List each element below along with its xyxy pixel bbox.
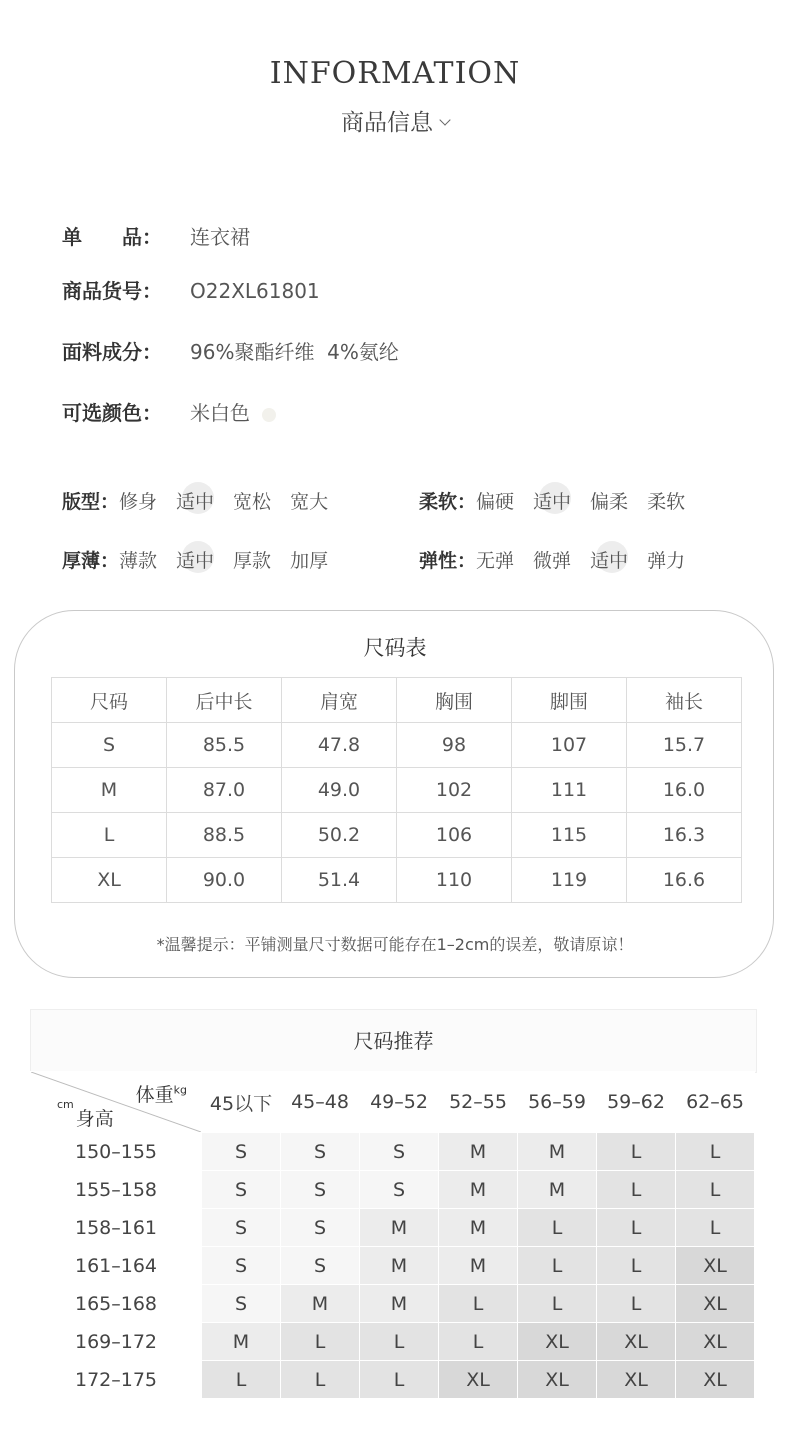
table-row [31, 1171, 755, 1209]
height-range-cell: 169–172 [31, 1323, 202, 1361]
recommended-size-cell: L [518, 1247, 597, 1285]
recommended-size-cell: S [202, 1171, 281, 1209]
recommended-size-cell: XL [597, 1323, 676, 1361]
table-cell: 111 [512, 768, 627, 813]
table-cell: M [52, 768, 167, 813]
attr-option-selected: 适中 [176, 487, 214, 514]
attr-option: 微弹 [533, 550, 572, 572]
height-range-cell: 161–164 [31, 1247, 202, 1285]
weight-header-cell: 49–52 [360, 1072, 439, 1133]
table-cell: 90.0 [167, 858, 282, 903]
table-header-cell: 肩宽 [282, 678, 397, 723]
weight-header-cell: 62–65 [676, 1072, 755, 1133]
attr-softness [419, 487, 704, 514]
recommended-size-cell: S [202, 1285, 281, 1323]
table-cell: 49.0 [282, 768, 397, 813]
info-value: 连衣裙 [190, 225, 250, 249]
attr-label: 柔软： [419, 491, 477, 513]
table-cell: 102 [397, 768, 512, 813]
size-chart-table [51, 677, 742, 903]
table-cell: 50.2 [282, 813, 397, 858]
info-label: 可选颜色： [62, 401, 162, 425]
recommended-size-cell: L [597, 1209, 676, 1247]
recommended-size-cell: M [360, 1209, 439, 1247]
recommended-size-cell: L [360, 1361, 439, 1399]
recommended-size-cell: M [439, 1209, 518, 1247]
size-chart-title: 尺码表 [363, 636, 427, 660]
recommended-size-cell: L [439, 1323, 518, 1361]
recommended-size-cell: L [676, 1209, 755, 1247]
recommended-size-cell: XL [597, 1361, 676, 1399]
recommended-size-cell: S [281, 1171, 360, 1209]
weight-header-cell: 56–59 [518, 1072, 597, 1133]
attr-option: 厚款 [233, 550, 272, 572]
recommended-size-cell: L [597, 1171, 676, 1209]
recommended-size-cell: L [597, 1285, 676, 1323]
recommended-size-cell: XL [676, 1285, 755, 1323]
height-axis-label: $^{cm}$身高 [57, 1097, 114, 1130]
height-range-cell: 155–158 [31, 1171, 202, 1209]
recommended-size-cell: S [281, 1133, 360, 1171]
info-label: 商品货号： [62, 279, 162, 303]
attr-elasticity [419, 546, 704, 573]
info-title-cn-label: 商品信息 [341, 110, 433, 136]
recommended-size-cell: XL [676, 1323, 755, 1361]
info-label: 面料成分： [62, 340, 162, 364]
recommended-size-cell: S [360, 1171, 439, 1209]
weight-axis-label: 体重$^{kg}$ [135, 1083, 187, 1106]
weight-header-cell: 45–48 [281, 1072, 360, 1133]
attr-option: 修身 [119, 491, 158, 513]
recommended-size-cell: M [518, 1133, 597, 1171]
table-header-cell: 胸围 [397, 678, 512, 723]
table-cell: XL [52, 858, 167, 903]
recommended-size-cell: S [202, 1133, 281, 1171]
recommended-size-cell: S [202, 1247, 281, 1285]
attr-option: 薄款 [119, 550, 158, 572]
recommended-size-cell: M [281, 1285, 360, 1323]
attr-option: 偏硬 [476, 491, 515, 513]
recommended-size-cell: M [518, 1171, 597, 1209]
size-chart-note: *温馨提示：平铺测量尺寸数据可能存在1–2cm的误差，敬请原谅！ [156, 935, 634, 954]
attr-option-selected: 适中 [176, 546, 214, 573]
recommended-size-cell: XL [518, 1361, 597, 1399]
table-cell: 110 [397, 858, 512, 903]
attr-option: 柔软 [647, 491, 686, 513]
recommend-header-row [31, 1072, 755, 1133]
attr-option: 弹力 [647, 550, 686, 572]
table-cell: 51.4 [282, 858, 397, 903]
info-row-item [62, 221, 250, 250]
table-row [31, 1133, 755, 1171]
table-cell: 16.6 [627, 858, 742, 903]
color-swatch[interactable] [262, 408, 276, 422]
info-value: 96%聚酯纤维 4%氨纶 [190, 340, 399, 364]
table-cell: 16.3 [627, 813, 742, 858]
attr-option: 加厚 [290, 550, 329, 572]
recommended-size-cell: L [518, 1285, 597, 1323]
recommended-size-cell: S [202, 1209, 281, 1247]
table-header-cell: 袖长 [627, 678, 742, 723]
table-cell: 87.0 [167, 768, 282, 813]
attr-label: 版型： [62, 491, 120, 513]
recommended-size-cell: XL [676, 1361, 755, 1399]
table-cell: 115 [512, 813, 627, 858]
table-row [52, 768, 742, 813]
height-range-cell: 150–155 [31, 1133, 202, 1171]
table-cell: L [52, 813, 167, 858]
recommended-size-cell: L [281, 1323, 360, 1361]
attr-option-selected: 适中 [533, 487, 571, 514]
size-recommend-table [30, 1071, 755, 1399]
recommended-size-cell: L [281, 1361, 360, 1399]
weight-header-cell: 59–62 [597, 1072, 676, 1133]
table-cell: 85.5 [167, 723, 282, 768]
info-row-color [62, 397, 276, 426]
height-range-cell: 172–175 [31, 1361, 202, 1399]
info-title-cn[interactable] [0, 104, 790, 137]
height-range-cell: 158–161 [31, 1209, 202, 1247]
recommended-size-cell: M [360, 1247, 439, 1285]
recommended-size-cell: L [202, 1361, 281, 1399]
attr-option-selected: 适中 [590, 546, 628, 573]
attr-thickness [62, 546, 347, 573]
recommended-size-cell: L [597, 1133, 676, 1171]
attr-label: 弹性： [419, 550, 477, 572]
table-row [31, 1247, 755, 1285]
recommended-size-cell: S [281, 1247, 360, 1285]
size-recommend-title: 尺码推荐 [30, 1009, 757, 1073]
recommended-size-cell: XL [518, 1323, 597, 1361]
table-cell: 119 [512, 858, 627, 903]
table-cell: S [52, 723, 167, 768]
table-cell: 16.0 [627, 768, 742, 813]
recommended-size-cell: L [676, 1133, 755, 1171]
recommended-size-cell: M [439, 1133, 518, 1171]
recommended-size-cell: M [360, 1285, 439, 1323]
recommended-size-cell: M [439, 1247, 518, 1285]
info-row-fabric [62, 336, 399, 365]
recommended-size-cell: L [439, 1285, 518, 1323]
table-cell: 98 [397, 723, 512, 768]
recommend-corner-cell [31, 1072, 202, 1133]
weight-header-cell: 45以下 [202, 1072, 281, 1133]
table-header-cell: 尺码 [52, 678, 167, 723]
recommended-size-cell: M [202, 1323, 281, 1361]
info-title-en: INFORMATION [269, 56, 521, 91]
recommended-size-cell: S [281, 1209, 360, 1247]
recommended-size-cell: M [439, 1171, 518, 1209]
table-header-row [52, 678, 742, 723]
attr-option: 宽大 [290, 491, 329, 513]
recommended-size-cell: L [597, 1247, 676, 1285]
table-row [31, 1285, 755, 1323]
recommended-size-cell: XL [439, 1361, 518, 1399]
attr-option: 无弹 [476, 550, 515, 572]
chevron-down-icon [439, 114, 450, 125]
info-row-sku [62, 275, 320, 304]
table-row [52, 813, 742, 858]
table-header-cell: 后中长 [167, 678, 282, 723]
attr-option: 偏柔 [590, 491, 629, 513]
table-cell: 106 [397, 813, 512, 858]
table-cell: 47.8 [282, 723, 397, 768]
table-cell: 15.7 [627, 723, 742, 768]
table-row [31, 1323, 755, 1361]
recommended-size-cell: S [360, 1133, 439, 1171]
recommended-size-cell: L [676, 1171, 755, 1209]
table-cell: 88.5 [167, 813, 282, 858]
attr-label: 厚薄： [62, 550, 120, 572]
table-header-cell: 脚围 [512, 678, 627, 723]
table-cell: 107 [512, 723, 627, 768]
recommended-size-cell: L [518, 1209, 597, 1247]
info-label: 单 品： [62, 225, 162, 249]
recommended-size-cell: L [360, 1323, 439, 1361]
height-range-cell: 165–168 [31, 1285, 202, 1323]
table-row [52, 723, 742, 768]
weight-header-cell: 52–55 [439, 1072, 518, 1133]
attr-option: 宽松 [233, 491, 272, 513]
info-value: 米白色 [190, 401, 250, 425]
table-row [52, 858, 742, 903]
recommended-size-cell: XL [676, 1247, 755, 1285]
attr-fit [62, 487, 347, 514]
info-value: O22XL61801 [190, 279, 320, 303]
table-row [31, 1361, 755, 1399]
table-row [31, 1209, 755, 1247]
